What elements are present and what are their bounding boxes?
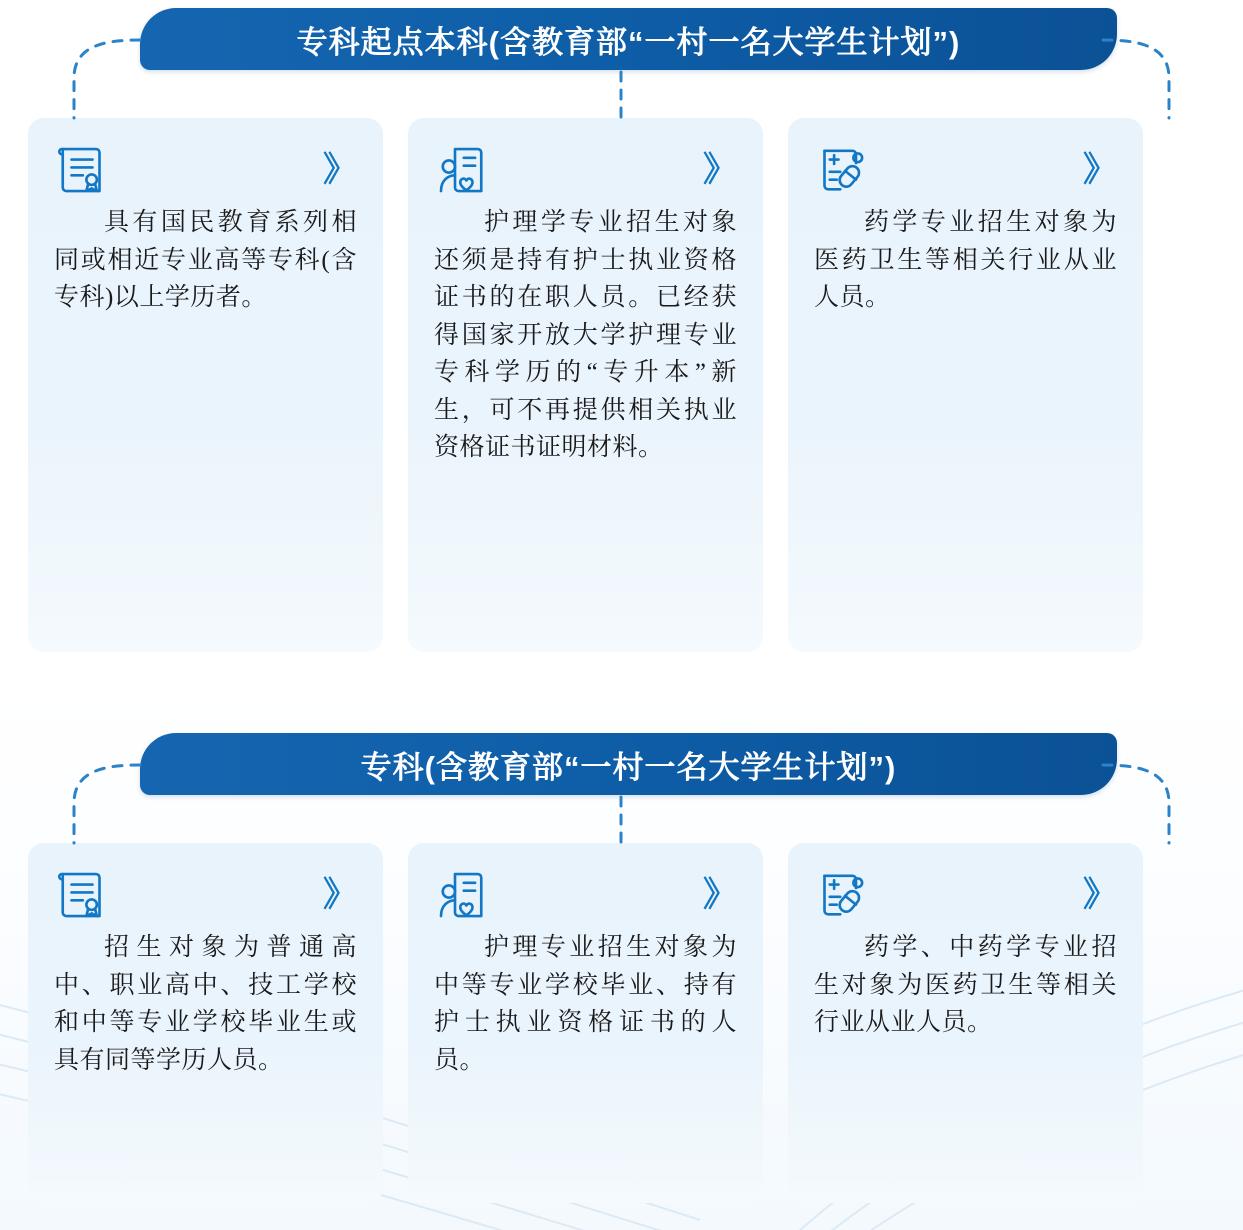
chevron-right-icon: 》 [323, 150, 353, 190]
chevron-right-icon: 》 [1083, 150, 1113, 190]
nursing-icon [434, 142, 490, 198]
info-card [28, 843, 383, 1203]
info-card [408, 843, 763, 1203]
card-header [54, 865, 357, 925]
card-header [814, 140, 1117, 200]
section-banner-title: 专科起点本科(含教育部“一村一名大学生计划”) [140, 8, 1117, 70]
section-banner-wrap [0, 725, 1243, 801]
info-card [28, 118, 383, 652]
cards-row [0, 118, 1243, 652]
chevron-right-icon: 》 [703, 875, 733, 915]
section-banner-wrap [0, 0, 1243, 76]
section-banner-title: 专科(含教育部“一村一名大学生计划”) [140, 733, 1117, 795]
card-header [814, 865, 1117, 925]
card-text: 药学、中药学专业招生对象为医药卫生等相关行业从业人员。 [814, 934, 1117, 1036]
card-text: 护理学专业招生对象还须是持有护士执业资格证书的在职人员。已经获得国家开放大学护理专业专科学历的“专升本”新生，可不再提供相关执业资格证书证明材料。 [434, 209, 737, 461]
chevron-right-icon: 》 [703, 150, 733, 190]
card-header [54, 140, 357, 200]
certificate-icon [54, 142, 110, 198]
nursing-icon [434, 867, 490, 923]
card-text: 护理专业招生对象为中等专业学校毕业、持有护士执业资格证书的人员。 [434, 934, 737, 1074]
card-text: 具有国民教育系列相同或相近专业高等专科(含专科)以上学历者。 [54, 209, 357, 311]
pharmacy-icon [814, 867, 870, 923]
info-card [788, 118, 1143, 652]
certificate-icon [54, 867, 110, 923]
card-header [434, 865, 737, 925]
chevron-right-icon: 》 [1083, 875, 1113, 915]
chevron-right-icon: 》 [323, 875, 353, 915]
section-undergraduate [0, 0, 1243, 461]
card-text: 药学专业招生对象为医药卫生等相关行业从业人员。 [814, 209, 1117, 311]
pharmacy-icon [814, 142, 870, 198]
section-college [0, 725, 1243, 1074]
card-header [434, 140, 737, 200]
info-card [788, 843, 1143, 1203]
cards-row [0, 843, 1243, 1203]
info-card [408, 118, 763, 652]
card-text: 招生对象为普通高中、职业高中、技工学校和中等专业学校毕业生或具有同等学历人员。 [54, 934, 357, 1074]
